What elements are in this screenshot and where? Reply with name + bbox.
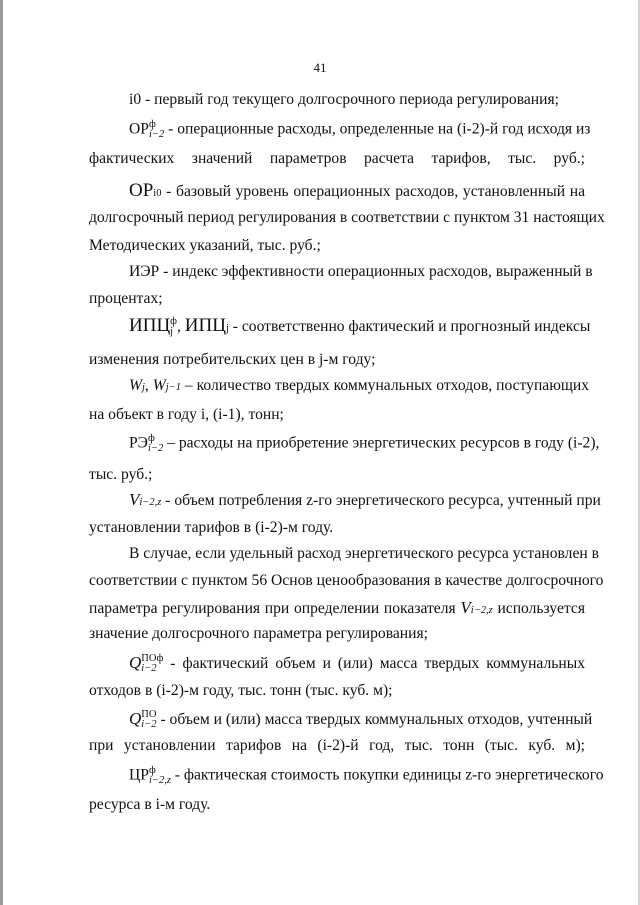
formula-v-inline: Vi−2,z xyxy=(460,598,493,617)
definition-ipc-line1: ИПЦ ф j , ИПЦj - соответственно фактический и прогнозный индексы xyxy=(129,315,591,338)
definition-ipc-line2: изменения потребительских цен в j-м году; xyxy=(89,351,376,368)
definition-q-fact-line2: отходов в (i-2)-м году, тыс. тонн (тыс. куб. м); xyxy=(89,682,393,699)
definition-w-line1: Wj, Wj−1 – количество твердых коммунальных отходов, поступающих xyxy=(129,377,590,394)
formula-q-plan: Q ПО i−2 xyxy=(129,709,157,731)
definition-cr-line2: ресурса в i-м году. xyxy=(89,796,211,813)
scan-edge-left xyxy=(0,0,3,905)
definition-op-fact-line1: ОР ф i−2 - операционные расходы, определенные на (i-2)-й год исходя из xyxy=(129,119,591,140)
definition-re-line1: РЭ ф i−2 – расходы на приобретение энергетических ресурсов в году (i-2), xyxy=(129,433,600,454)
formula-ipc-forecast: ИПЦj xyxy=(184,315,229,336)
definition-q-fact-line1: Q ПОф i−2 - фактический объем и (или) масса твердых коммунальных xyxy=(129,653,585,675)
formula-v: Vi−2,z xyxy=(129,490,162,509)
formula-q-fact: Q ПОф i−2 xyxy=(129,653,164,675)
definition-v-line2: установлении тарифов в (i-2)-м году. xyxy=(89,519,334,536)
definition-q-plan-line2: при установлении тарифов на (i-2)-й год, тыс. тонн (тыс. куб. м); xyxy=(89,737,585,754)
definition-ier-line1: ИЭР - индекс эффективности операционных расходов, выраженный в xyxy=(129,263,593,280)
definition-v-line1: Vi−2,z - объем потребления z-го энергетического ресурса, учтенный при xyxy=(129,490,601,509)
definition-op-base-line1: ОРi0 - базовый уровень операционных расходов, установленный на xyxy=(129,180,585,201)
definition-cr-line1: ЦР ф i−2,z - фактическая стоимость покупки единицы z-го энергетического xyxy=(129,765,604,786)
definition-q-plan-line1: Q ПО i−2 - объем и (или) масса твердых коммунальных отходов, учтенный xyxy=(129,709,593,731)
definition-ier-line2: процентах; xyxy=(89,290,163,307)
formula-op-base: ОРi0 xyxy=(129,180,162,201)
formula-op-fact: ОР ф i−2 xyxy=(129,119,165,140)
note-line2: соответствии с пунктом 56 Основ ценообразования в качестве долгосрочного xyxy=(89,572,604,589)
note-line4: значение долгосрочного параметра регулирования; xyxy=(89,625,428,642)
page-number: 41 xyxy=(313,60,327,75)
definition-w-line2: на объект в году i, (i-1), тонн; xyxy=(89,406,284,423)
definition-i0: i0 - первый год текущего долгосрочного периода регулирования; xyxy=(129,91,559,108)
definition-re-line2: тыс. руб.; xyxy=(89,466,153,483)
formula-ipc-fact: ИПЦ ф j xyxy=(129,315,177,338)
definition-op-base-line3: Методических указаний, тыс. руб.; xyxy=(89,237,321,254)
note-line3: параметра регулирования при определении показателя Vi−2,z используется xyxy=(89,598,585,617)
formula-re: РЭ ф i−2 xyxy=(129,433,164,454)
definition-op-fact-line2: фактических значений параметров расчета тарифов, тыс. руб.; xyxy=(89,150,585,167)
formula-cr: ЦР ф i−2,z xyxy=(129,765,171,786)
formula-w: Wj, Wj−1 xyxy=(129,377,181,394)
definition-op-base-line2: долгосрочный период регулирования в соответствии с пунктом 31 настоящих xyxy=(89,209,605,226)
note-line1: В случае, если удельный расход энергетического ресурса установлен в xyxy=(129,545,599,562)
